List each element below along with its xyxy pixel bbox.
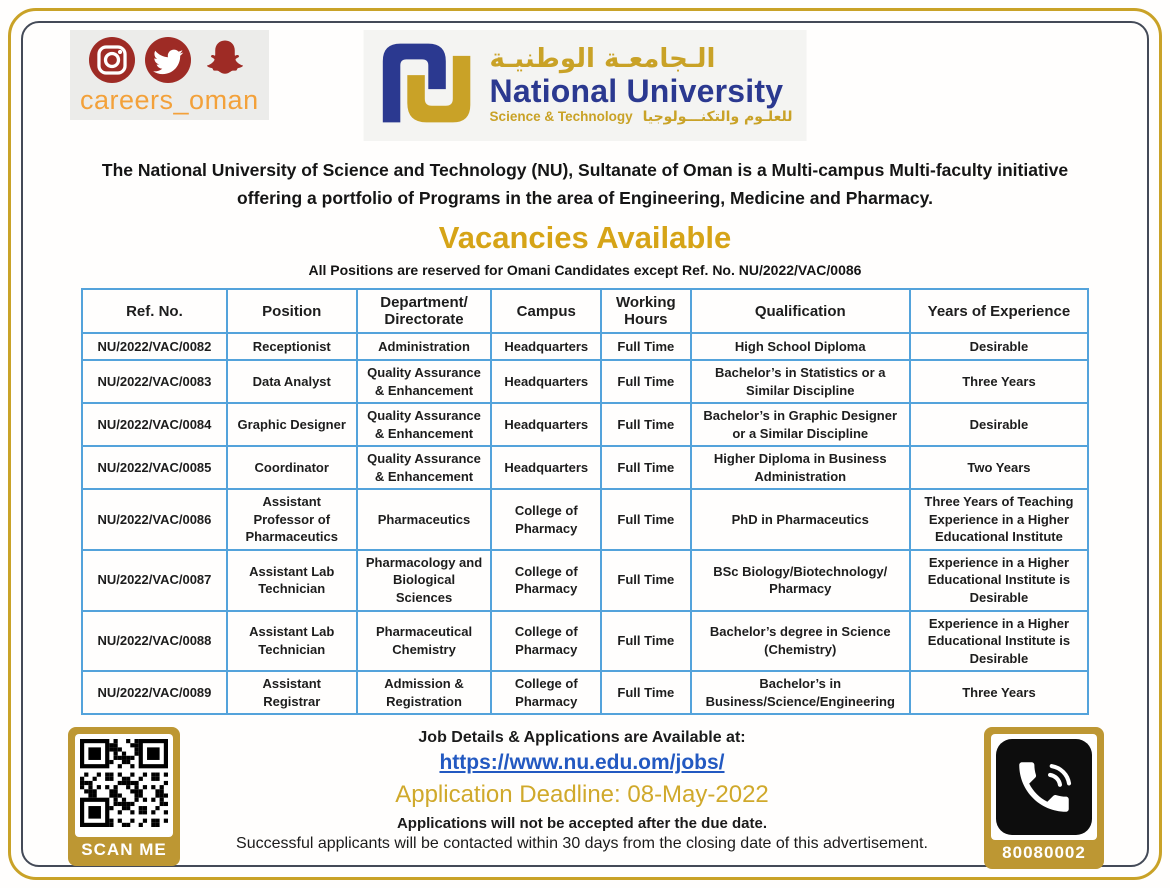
table-cell: College of Pharmacy [491,489,601,550]
logo-tagline-ar: للعلـوم والتكنـــولوجيا [642,108,793,125]
table-cell: NU/2022/VAC/0084 [82,403,227,446]
table-cell: Quality Assurance & Enhancement [357,403,492,446]
reservation-note: All Positions are reserved for Omani Candidates except Ref. No. NU/2022/VAC/0086 [308,262,862,278]
applications-available-text: Job Details & Applications are Available at: [418,729,746,747]
table-cell: BSc Biology/Biotechnology/ Pharmacy [691,550,910,611]
table-cell: Assistant Registrar [227,671,357,714]
col-header-working-hours: Working Hours [601,289,691,333]
table-row [82,446,1088,489]
table-cell: Full Time [601,360,691,403]
header [44,30,1126,142]
col-header-experience: Years of Experience [910,289,1088,333]
table-cell: College of Pharmacy [491,671,601,714]
contact-note: Successful applicants will be contacted within 30 days from the closing date of this advertisement. [236,835,928,853]
col-header-ref-no: Ref. No. [82,289,227,333]
table-cell: NU/2022/VAC/0083 [82,360,227,403]
table-cell: Headquarters [491,446,601,489]
vacancies-table [81,288,1089,715]
col-header-qualification: Qualification [691,289,910,333]
table-cell: Data Analyst [227,360,357,403]
table-cell: PhD in Pharmaceutics [691,489,910,550]
table-row [82,671,1088,714]
table-cell: Receptionist [227,333,357,360]
table-cell: NU/2022/VAC/0085 [82,446,227,489]
nu-monogram-icon [378,36,476,135]
logo-arabic-title: الـجامعـة الوطنيـة [489,44,716,75]
table-cell: NU/2022/VAC/0088 [82,611,227,672]
table-cell: Admission & Registration [357,671,492,714]
table-cell: Pharmaceutical Chemistry [357,611,492,672]
table-cell: Desirable [910,333,1088,360]
table-cell: Full Time [601,333,691,360]
col-header-position: Position [227,289,357,333]
table-cell: Coordinator [227,446,357,489]
logo-text [490,46,793,124]
table-cell: Headquarters [491,360,601,403]
table-row [82,403,1088,446]
social-handle: careers_oman [80,85,259,115]
table-cell: Quality Assurance & Enhancement [357,360,492,403]
table-cell: Three Years [910,671,1088,714]
application-deadline: Application Deadline: 08-May-2022 [395,781,769,809]
table-cell: Full Time [601,611,691,672]
table-cell: Headquarters [491,333,601,360]
jobs-url-link[interactable]: https://www.nu.edu.om/jobs/ [439,751,725,775]
university-logo [364,30,807,141]
col-header-department: Department/ Directorate [357,289,492,333]
table-cell: NU/2022/VAC/0089 [82,671,227,714]
table-row [82,333,1088,360]
table-cell: Pharmaceutics [357,489,492,550]
table-cell: Assistant Lab Technician [227,550,357,611]
table-cell: Headquarters [491,403,601,446]
due-date-note: Applications will not be accepted after the due date. [396,815,768,833]
table-cell: Three Years [910,360,1088,403]
logo-tagline [490,109,793,125]
table-cell: Pharmacology and Biological Sciences [357,550,492,611]
table-cell: Two Years [910,446,1088,489]
table-row [82,489,1088,550]
table-cell: High School Diploma [691,333,910,360]
table-cell: Bachelor’s in Statistics or a Similar Discipline [691,360,910,403]
table-cell: Bachelor’s in Business/Science/Engineering [691,671,910,714]
social-icons [80,37,259,83]
table-cell: Full Time [601,671,691,714]
table-cell: NU/2022/VAC/0086 [82,489,227,550]
table-row [82,360,1088,403]
table-header-row [82,289,1088,333]
table-cell: NU/2022/VAC/0087 [82,550,227,611]
table-cell: Bachelor’s degree in Science (Chemistry) [691,611,910,672]
snapchat-icon[interactable] [201,37,249,83]
social-block [70,30,269,120]
twitter-icon[interactable] [145,37,191,83]
table-cell: Desirable [910,403,1088,446]
table-cell: Three Years of Teaching Experience in a Higher Educational Institute [910,489,1088,550]
table-cell: Full Time [601,446,691,489]
phone-badge [984,727,1104,869]
footer [44,727,1126,869]
table-cell: NU/2022/VAC/0082 [82,333,227,360]
table-cell: Assistant Professor of Pharmaceutics [227,489,357,550]
table-cell: Assistant Lab Technician [227,611,357,672]
flyer-content [26,26,1144,862]
table-cell: Full Time [601,489,691,550]
table-cell: Full Time [601,550,691,611]
table-cell: College of Pharmacy [491,550,601,611]
table-row [82,550,1088,611]
vacancies-table-body [82,333,1088,714]
phone-number: 80080002 [1002,843,1086,863]
table-cell: Administration [357,333,492,360]
table-cell: College of Pharmacy [491,611,601,672]
footer-text [180,727,984,853]
table-cell: Graphic Designer [227,403,357,446]
intro-paragraph: The National University of Science and Technology (NU), Sultanate of Oman is a Multi-campus Multi-faculty initiative offering a portfolio of Programs in the area of Engineering, Medicine and Pharmacy. [101,160,1069,208]
qr-badge[interactable] [68,727,180,866]
qr-code [75,734,173,837]
col-header-campus: Campus [491,289,601,333]
table-cell: Full Time [601,403,691,446]
logo-english-title: National University [489,72,784,109]
table-cell: Higher Diploma in Business Administration [691,446,910,489]
table-cell: Experience in a Higher Educational Institute is Desirable [910,550,1088,611]
scan-me-label: SCAN ME [81,840,167,860]
table-cell: Experience in a Higher Educational Institute is Desirable [910,611,1088,672]
logo-tagline-en: Science & Technology [489,108,633,124]
table-cell: Quality Assurance & Enhancement [357,446,492,489]
phone-icon [996,739,1092,835]
vacancies-heading: Vacancies Available [438,220,732,255]
instagram-icon[interactable] [89,37,135,83]
table-cell: Bachelor’s in Graphic Designer or a Similar Discipline [691,403,910,446]
table-row [82,611,1088,672]
